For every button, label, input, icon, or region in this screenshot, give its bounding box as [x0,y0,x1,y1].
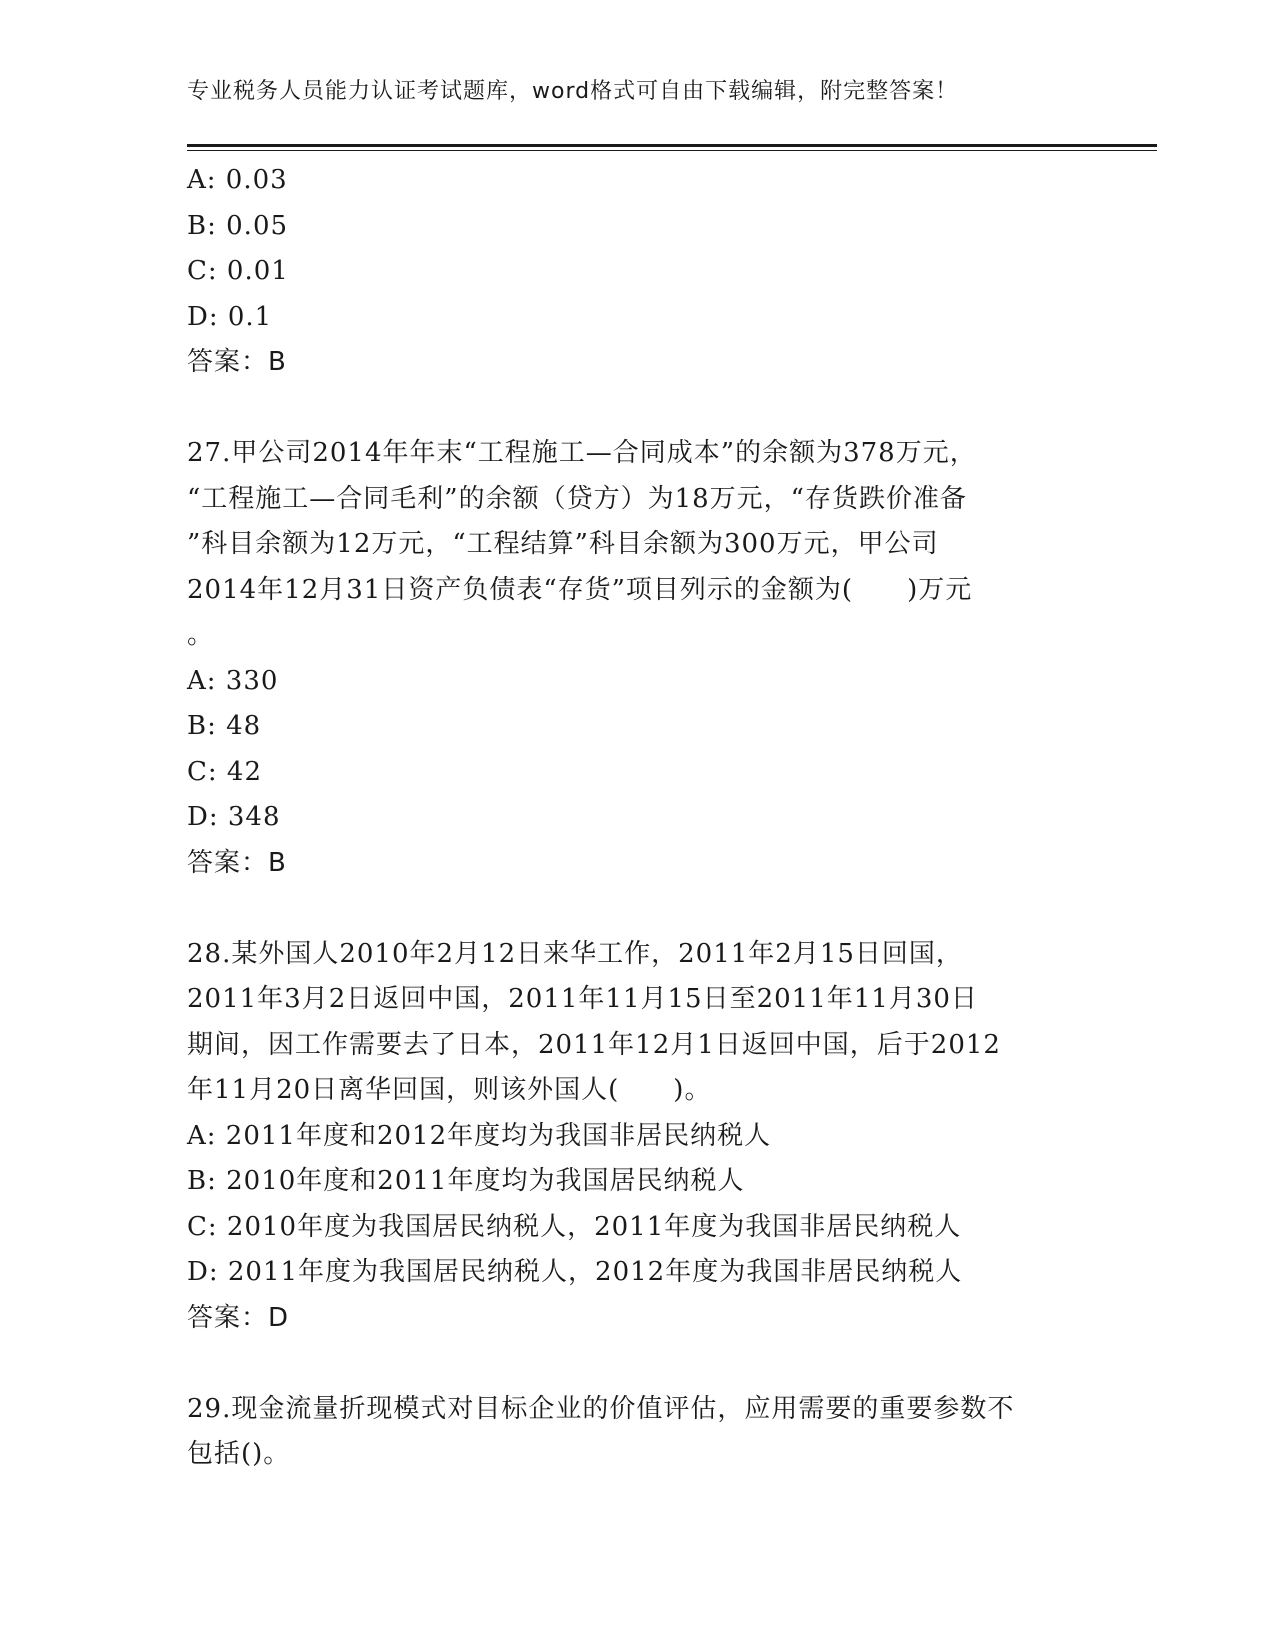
option-b: B: 2010年度和2011年度均为我国居民纳税人 [187,1166,745,1196]
option-c: C: 0.01 [187,256,289,286]
question-text-line: 2014年12月31日资产负债表“存货”项目列示的金额为( )万元 [187,574,973,605]
document-body [187,158,1087,1478]
question-text-line: “工程施工—合同毛利”的余额（贷方）为18万元，“存货跌价准备 [187,483,967,514]
question-text-line: 27.甲公司2014年年末“工程施工—合同成本”的余额为378万元， [187,438,977,468]
question-text-line: 。 [187,620,215,650]
answer: 答案：D [187,1302,290,1333]
answer: 答案：B [187,347,287,377]
question-text-line: ”科目余额为12万元，“工程结算”科目余额为300万元，甲公司 [187,529,939,559]
option-d: D: 348 [187,802,281,832]
option-c: C: 42 [187,756,263,787]
spacer [187,886,1087,932]
question-text-line: 2011年3月2日返回中国，2011年11月15日至2011年11月30日 [187,984,978,1014]
spacer [187,1341,1087,1387]
question-27 [187,431,1087,886]
header-rule-thin [187,150,1157,151]
spacer [187,386,1087,432]
option-b: B: 0.05 [187,210,289,241]
question-text-line: 28.某外国人2010年2月12日来华工作，2011年2月15日回国， [187,938,963,969]
question-29 [187,1387,1087,1478]
answer: 答案：B [187,847,287,878]
question-26 [187,158,1087,386]
question-text-line: 期间，因工作需要去了日本，2011年12月1日返回中国，后于2012 [187,1029,1001,1060]
question-28 [187,932,1087,1342]
option-d: D: 0.1 [187,301,273,332]
option-a: A: 330 [187,665,279,696]
header-rule-thick [187,144,1157,147]
question-text-line: 29.现金流量折现模式对目标企业的价值评估，应用需要的重要参数不 [187,1393,1015,1424]
question-text-line: 年11月20日离华回国，则该外国人( )。 [187,1075,712,1105]
option-d: D: 2011年度为我国居民纳税人，2012年度为我国非居民纳税人 [187,1257,963,1287]
option-b: B: 48 [187,711,262,741]
option-c: C: 2010年度为我国居民纳税人，2011年度为我国非居民纳税人 [187,1211,962,1242]
option-a: A: 0.03 [187,165,288,195]
question-text-line: 包括()。 [187,1439,291,1469]
page-header: 专业税务人员能力认证考试题库，word格式可自由下载编辑，附完整答案！ [187,79,959,104]
option-a: A: 2011年度和2012年度均为我国非居民纳税人 [187,1120,772,1151]
